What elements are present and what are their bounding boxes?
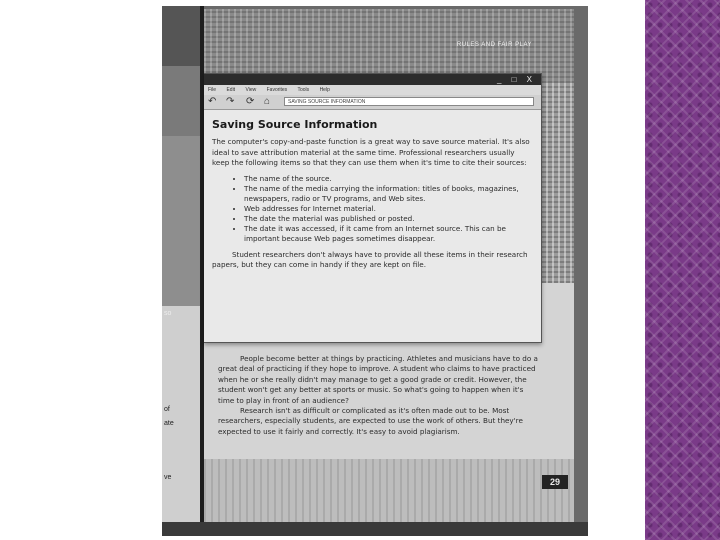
menu-item-favorites: Favorites bbox=[266, 87, 288, 93]
menu-bar bbox=[204, 85, 541, 95]
left-page-fragment: of bbox=[164, 406, 170, 413]
list-item: • The name of the media carrying the information: titles of books, magazines, newspapers, radio or TV programs, and Web sites. bbox=[244, 184, 530, 204]
sidebar-closing: Student researchers don't always have to provide all these items in their research papers, but they can come in handy if they are kept on file. bbox=[212, 249, 528, 269]
body-paragraph: Research isn't as difficult or complicated as it's often made out to be. Most researchers, especially students, are expected to use the work of others. But they're expected to use it fairly and correctly. It's easy to avoid plagiarism. bbox=[218, 406, 523, 436]
window-titlebar bbox=[204, 74, 541, 85]
window-content bbox=[212, 118, 530, 276]
forward-arrow-icon: ↷ bbox=[226, 96, 235, 107]
left-page-image bbox=[162, 6, 202, 66]
right-page bbox=[204, 9, 574, 529]
book-photo bbox=[162, 6, 588, 536]
back-arrow-icon: ↶ bbox=[208, 96, 217, 107]
sidebar-intro: The computer's copy-and-paste function is a great way to save source material. It's also ideal to save attribution material at the same time. Professional researchers usually keep the following items so that they can use them when it's time to cite their sources: bbox=[212, 137, 530, 167]
menu-item-edit: Edit bbox=[226, 87, 236, 93]
browser-window-illustration bbox=[204, 73, 542, 343]
decorative-pattern-strip bbox=[645, 0, 720, 540]
menu-item-file: File bbox=[208, 87, 217, 93]
left-page-image bbox=[162, 66, 202, 136]
page-pattern-bottom bbox=[204, 459, 574, 529]
menu-item-help: Help bbox=[319, 87, 330, 93]
address-bar: SAVING SOURCE INFORMATION bbox=[284, 97, 534, 106]
running-header: RULES AND FAIR PLAY bbox=[456, 42, 532, 48]
list-item: • The date the material was published or posted. bbox=[244, 214, 530, 224]
body-paragraph: People become better at things by practicing. Athletes and musicians have to do a great deal of practicing if they hope to improve. A student who claims to have practiced when he or she really didn't may manage to get a good grade or credit. However, the student won't get any better at sports or music. So what's going to happen when it's time to play in front of an audience? bbox=[218, 354, 538, 405]
page-number: 29 bbox=[542, 475, 568, 489]
left-page-fragment: ate bbox=[164, 420, 174, 427]
source-items-list bbox=[212, 174, 530, 244]
left-page bbox=[162, 6, 202, 536]
home-icon: ⌂ bbox=[264, 96, 271, 107]
list-item: • Web addresses for Internet material. bbox=[244, 204, 530, 214]
body-text bbox=[218, 354, 538, 437]
refresh-icon: ⟳ bbox=[246, 96, 255, 107]
book-bottom-edge bbox=[162, 522, 588, 536]
left-page-fragment: so bbox=[164, 310, 172, 317]
list-item: • The name of the source. bbox=[244, 174, 530, 184]
menu-item-tools: Tools bbox=[297, 87, 310, 93]
window-controls: _ □ X bbox=[496, 75, 536, 84]
list-item: • The date it was accessed, if it came from an Internet source. This can be important because Web pages sometimes disappear. bbox=[244, 224, 530, 244]
menu-item-view: View bbox=[245, 87, 257, 93]
left-page-image bbox=[162, 136, 202, 306]
left-page-fragment: ve bbox=[164, 474, 172, 481]
toolbar bbox=[204, 95, 541, 110]
sidebar-heading: Saving Source Information bbox=[212, 118, 378, 131]
